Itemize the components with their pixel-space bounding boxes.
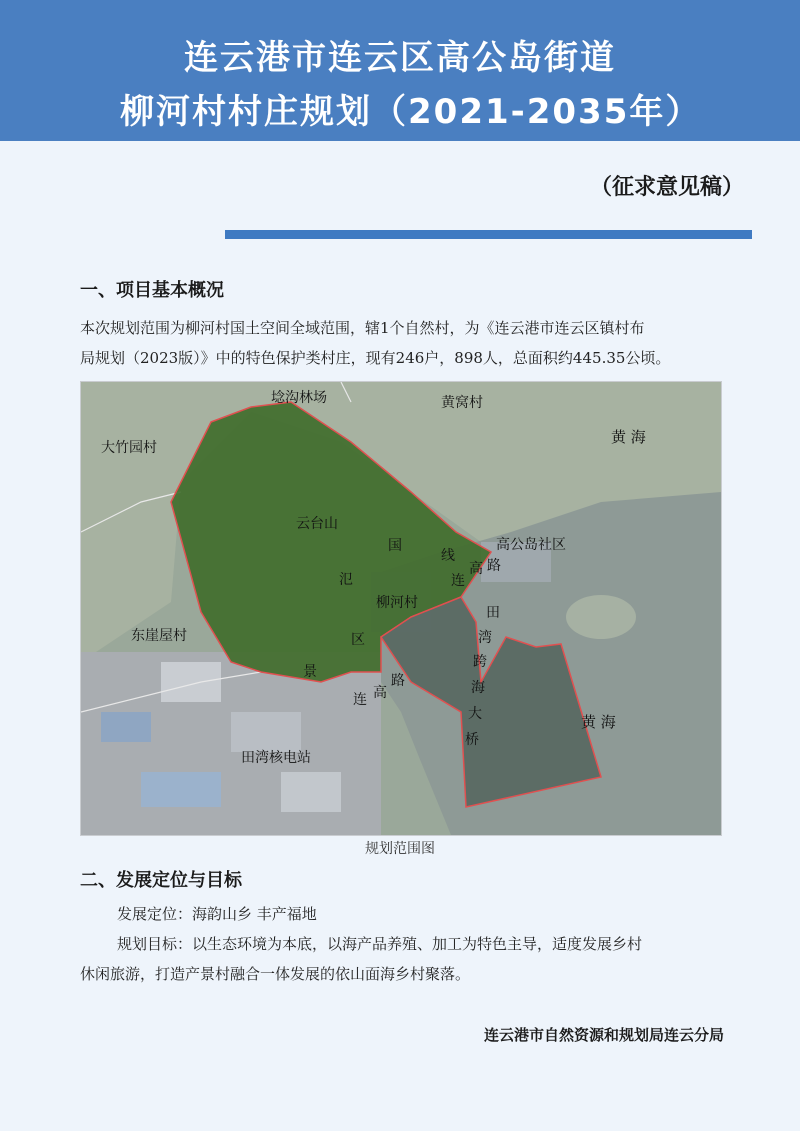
- label-dazhuyuan: 大竹园村: [101, 440, 157, 456]
- section2-heading: 二、发展定位与目标: [80, 870, 242, 891]
- road-char-lian1: 连: [451, 573, 465, 589]
- section1-heading: 一、项目基本概况: [80, 280, 224, 301]
- planning-scope-map: [80, 381, 722, 836]
- island: [566, 595, 636, 639]
- label-sea-2: 黄 海: [581, 713, 616, 731]
- map-svg: [81, 382, 721, 835]
- plant-building: [281, 772, 341, 812]
- road-char-qu: 区: [351, 632, 365, 648]
- label-sea-1: 黄 海: [611, 428, 646, 446]
- label-yuntaishan: 云台山: [296, 516, 338, 532]
- document-title-line1: 连云港市连云区高公岛街道: [184, 38, 616, 78]
- label-dongyawu: 东崖屋村: [131, 628, 187, 644]
- road-char-xian: 线: [441, 548, 455, 564]
- road-char-gao1: 高: [469, 561, 483, 577]
- document-title-line2: 柳河村村庄规划（2021-2035年）: [120, 92, 702, 132]
- draft-label: （征求意见稿）: [589, 175, 744, 200]
- label-huangwo: 黄窝村: [441, 395, 483, 411]
- map-caption: 规划范围图: [365, 841, 435, 857]
- bridge-char-da: 大: [468, 706, 482, 722]
- divider-bar: [225, 230, 752, 239]
- road-char-fan: 氾: [339, 572, 353, 588]
- section1-paragraph: [80, 313, 740, 373]
- label-liuhe: 柳河村: [376, 595, 418, 611]
- title-banner: [0, 0, 800, 141]
- road-char-gao2: 高: [373, 685, 387, 701]
- bridge-char-wan: 湾: [478, 630, 492, 646]
- label-gaogongdao: 高公岛社区: [496, 537, 566, 553]
- bridge-char-tian: 田: [486, 605, 500, 621]
- issuing-authority: 连云港市自然资源和规划局连云分局: [483, 1026, 724, 1044]
- plant-building: [161, 662, 221, 702]
- bridge-char-qiao: 桥: [465, 732, 479, 748]
- bridge-char-kua: 跨: [473, 654, 487, 670]
- section2-positioning: 发展定位：海韵山乡 丰产福地: [117, 905, 317, 923]
- section2-goal-line1: 规划目标：以生态环境为本底，以海产品养殖、加工为特色主导，适度发展乡村: [117, 935, 643, 953]
- road-char-jing: 景: [303, 664, 317, 680]
- plant-roof: [101, 712, 151, 742]
- section1-line1: 本次规划范围为柳河村国土空间全域范围，辖1个自然村，为《连云港市连云区镇村布: [80, 319, 645, 337]
- bridge-char-hai: 海: [471, 680, 485, 696]
- section1-line2: 局规划（2023版）》中的特色保护类村庄，现有246户，898人，总面积约445.35公顷。: [80, 349, 671, 367]
- road-char-lu1: 路: [487, 558, 501, 574]
- plant-building: [231, 712, 301, 752]
- label-chenggou-forest: 埝沟林场: [271, 390, 327, 406]
- road-char-guo: 国: [388, 538, 402, 554]
- road-char-lu2: 路: [391, 673, 405, 689]
- plant-roof: [141, 772, 221, 807]
- road-char-lian2: 连: [353, 692, 367, 708]
- section2-goal-line2: 休闲旅游，打造产景村融合一体发展的依山面海乡村聚落。: [80, 965, 471, 983]
- label-tianwan-npp: 田湾核电站: [241, 750, 311, 766]
